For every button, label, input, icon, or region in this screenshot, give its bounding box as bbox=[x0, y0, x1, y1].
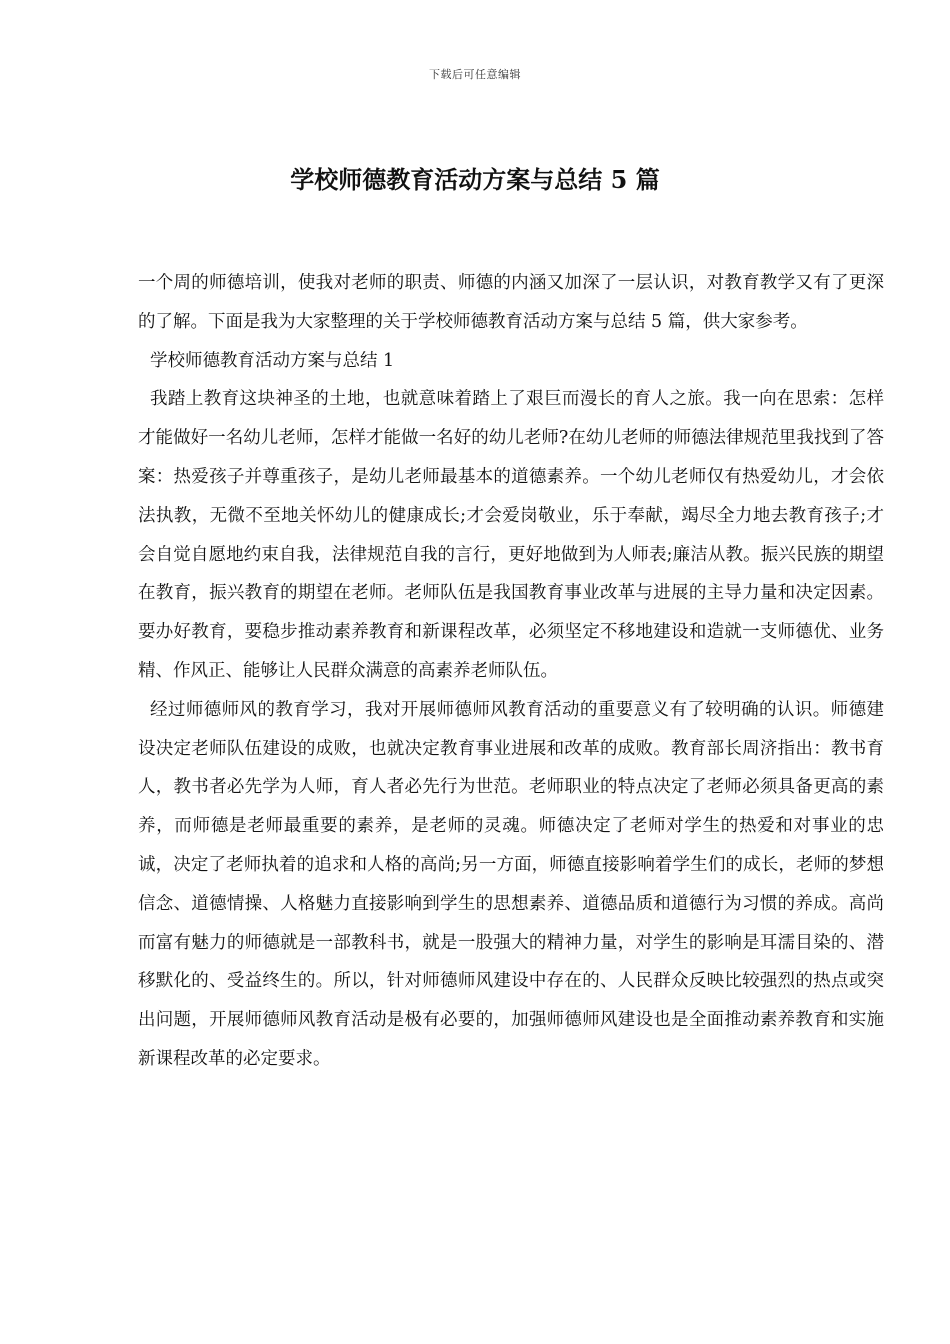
body-paragraph-1: 我踏上教育这块神圣的土地，也就意味着踏上了艰巨而漫长的育人之旅。我一向在思索：怎样才能做好一名幼儿老师，怎样才能做一名好的幼儿老师?在幼儿老师的师德法律规范里我找到了答案：热爱孩子并尊重孩子，是幼儿老师最基本的道德素养。一个幼儿老师仅有热爱幼儿，才会依法执教，无微不至地关怀幼儿的健康成长;才会爱岗敬业，乐于奉献，竭尽全力地去教育孩子;才会自觉自愿地约束自我，法律规范自我的言行，更好地做到为人师表;廉洁从教。振兴民族的期望在教育，振兴教育的期望在老师。老师队伍是我国教育事业改革与进展的主导力量和决定因素。要办好教育，要稳步推动素养教育和新课程改革，必须坚定不移地建设和造就一支师德优、业务精、作风正、能够让人民群众满意的高素养老师队伍。 bbox=[138, 389, 884, 681]
document-body bbox=[138, 264, 884, 1079]
section-heading: 学校师德教育活动方案与总结 1 bbox=[150, 350, 395, 371]
header-note: 下载后可任意编辑 bbox=[429, 68, 521, 81]
body-paragraph-2: 经过师德师风的教育学习，我对开展师德师风教育活动的重要意义有了较明确的认识。师德建设决定老师队伍建设的成败，也就决定教育事业进展和改革的成败。教育部长周济指出：教书育人，教书者必先学为人师，育人者必先行为世范。老师职业的特点决定了老师必须具备更高的素养，而师德是老师最重要的素养，是老师的灵魂。师德决定了老师对学生的热爱和对事业的忠诚，决定了老师执着的追求和人格的高尚;另一方面，师德直接影响着学生们的成长，老师的梦想信念、道德情操、人格魅力直接影响到学生的思想素养、道德品质和道德行为习惯的养成。高尚而富有魅力的师德就是一部教科书，就是一股强大的精神力量，对学生的影响是耳濡目染的、潜移默化的、受益终生的。所以，针对师德师风建设中存在的、人民群众反映比较强烈的热点或突出问题，开展师德师风教育活动是极有必要的，加强师德师风建设也是全面推动素养教育和实施新课程改革的必定要求。 bbox=[138, 699, 884, 1069]
intro-paragraph: 一个周的师德培训，使我对老师的职责、师德的内涵又加深了一层认识，对教育教学又有了更深的了解。下面是我为大家整理的关于学校师德教育活动方案与总结 5 篇，供大家参考。 bbox=[138, 273, 884, 332]
document-title: 学校师德教育活动方案与总结 5 篇 bbox=[290, 165, 660, 194]
